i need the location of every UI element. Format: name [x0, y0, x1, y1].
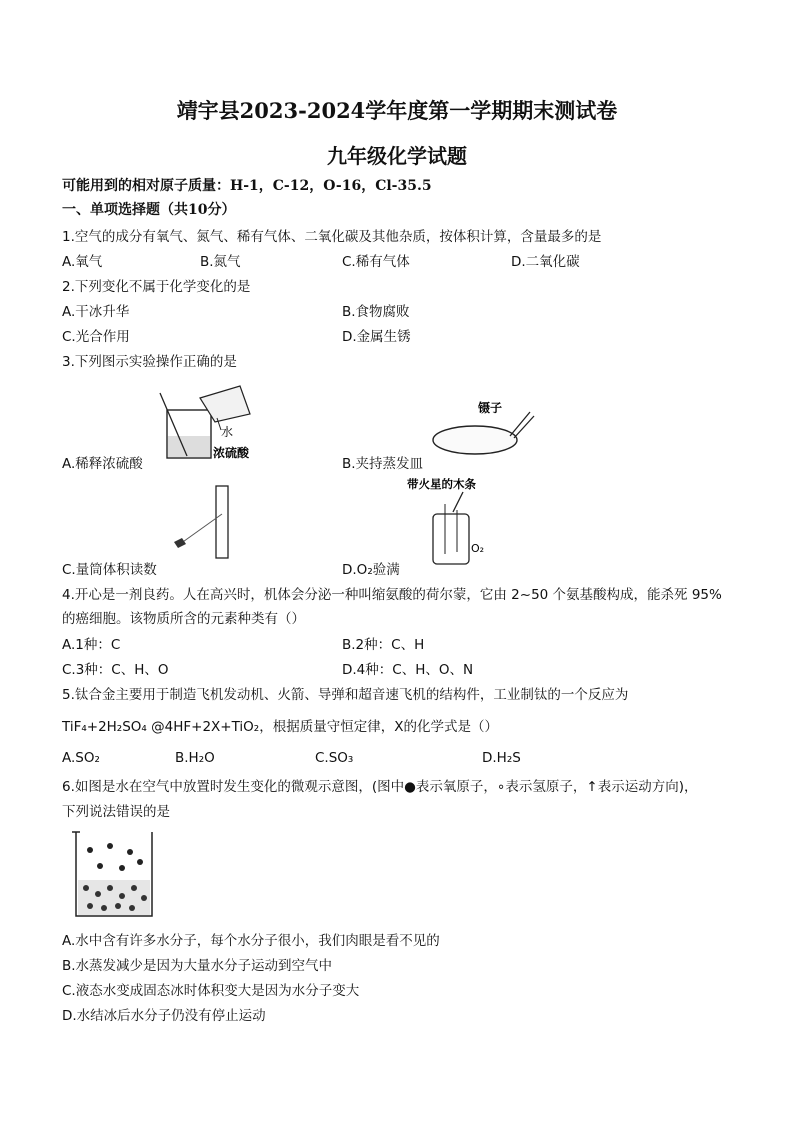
- exam-subtitle: 九年级化学试题: [327, 144, 467, 168]
- fig-d-splint-label: 带火星的木条: [407, 477, 476, 491]
- q1-option-d: D.二氧化碳: [511, 254, 580, 270]
- q5-stem: 5.钛合金主要用于制造飞机发动机、火箭、导弹和超音速飞机的结构件，工业制钛的一个反应为: [62, 687, 629, 703]
- water-molecule-beaker-figure: [70, 828, 158, 920]
- oxygen-test-figure: [405, 474, 505, 570]
- q4-stem-line1: 4.开心是一剂良药。人在高兴时，机体会分泌一种叫缩氨酸的荷尔蒙，它由 2~50 个氨基酸构成，能杀死 95%: [62, 587, 722, 603]
- q6-option-a: A.水中含有许多水分子，每个水分子很小，我们肉眼是看不见的: [62, 933, 440, 949]
- q6-option-d: D.水结冰后水分子仍没有停止运动: [62, 1008, 266, 1024]
- q5-equation: TiF₄+2H₂SO₄ @4HF+2X+TiO₂，根据质量守恒定律，X的化学式是（）: [62, 719, 498, 735]
- q1-option-a: A.氧气: [62, 254, 103, 270]
- fig-a-acid-label: 浓硫酸: [213, 446, 250, 460]
- q4-option-b: B.2种：C、H: [342, 637, 425, 653]
- water-region: [78, 880, 150, 915]
- q1-option-b: B.氮气: [200, 254, 241, 270]
- q3-option-d: D.O₂验满: [342, 562, 400, 578]
- fig-b-tweezers-label: 镊子: [478, 401, 503, 415]
- beaker-liquid: [168, 436, 210, 457]
- section-heading: 一、单项选择题（共10分）: [62, 202, 236, 218]
- glowing-splint: [453, 492, 463, 512]
- q6-stem-line2: 下列说法错误的是: [62, 804, 170, 820]
- q2-option-c: C.光合作用: [62, 329, 130, 345]
- q1-stem: 1.空气的成分有氧气、氮气、稀有气体、二氧化碳及其他杂质，按体积计算，含量最多的是: [62, 229, 602, 245]
- q1-option-c: C.稀有气体: [342, 254, 410, 270]
- vapor-molecules: [87, 843, 143, 871]
- q4-option-c: C.3种：C、H、O: [62, 662, 169, 678]
- q5-option-a: A.SO₂: [62, 750, 100, 766]
- q5-option-d: D.H₂S: [482, 750, 521, 766]
- dilute-acid-figure: [155, 378, 265, 468]
- gas-bottle: [433, 514, 469, 564]
- q3-option-b: B.夹持蒸发皿: [342, 456, 424, 472]
- exam-title: 靖宇县2023-2024学年度第一学期期末测试卷: [176, 98, 618, 123]
- q2-option-a: A.干冰升华: [62, 304, 130, 320]
- q3-stem: 3.下列图示实验操作正确的是: [62, 354, 237, 370]
- q6-option-c: C.液态水变成固态冰时体积变大是因为水分子变大: [62, 983, 360, 999]
- pouring-beaker: [200, 386, 250, 422]
- eye-icon: [174, 538, 186, 548]
- q5-option-b: B.H₂O: [175, 750, 215, 766]
- graduated-cylinder-figure: [170, 484, 245, 562]
- q4-stem-line2: 的癌细胞。该物质所含的元素种类有（）: [62, 611, 305, 627]
- fig-d-o2-label: O₂: [471, 542, 485, 555]
- q2-stem: 2.下列变化不属于化学变化的是: [62, 279, 251, 295]
- q2-option-d: D.金属生锈: [342, 329, 411, 345]
- q6-stem-line1: 6.如图是水在空气中放置时发生变化的微观示意图，(图中●表示氧原子，∘表示氢原子，↑表示运动方向)，: [62, 779, 698, 795]
- q6-option-b: B.水蒸发减少是因为大量水分子运动到空气中: [62, 958, 333, 974]
- q2-option-b: B.食物腐败: [342, 304, 410, 320]
- q3-option-a: A.稀释浓硫酸: [62, 456, 143, 472]
- q4-option-d: D.4种：C、H、O、N: [342, 662, 474, 678]
- q5-option-c: C.SO₃: [315, 750, 354, 766]
- evaporating-dish-figure: [430, 398, 540, 462]
- fig-a-water-label: 水: [221, 425, 234, 439]
- q3-option-c: C.量筒体积读数: [62, 562, 157, 578]
- cylinder-body: [216, 486, 228, 558]
- evaporating-dish: [433, 426, 517, 454]
- atomic-mass-note: 可能用到的相对原子质量：H-1，C-12，O-16，Cl-35.5: [62, 178, 432, 194]
- q4-option-a: A.1种：C: [62, 637, 121, 653]
